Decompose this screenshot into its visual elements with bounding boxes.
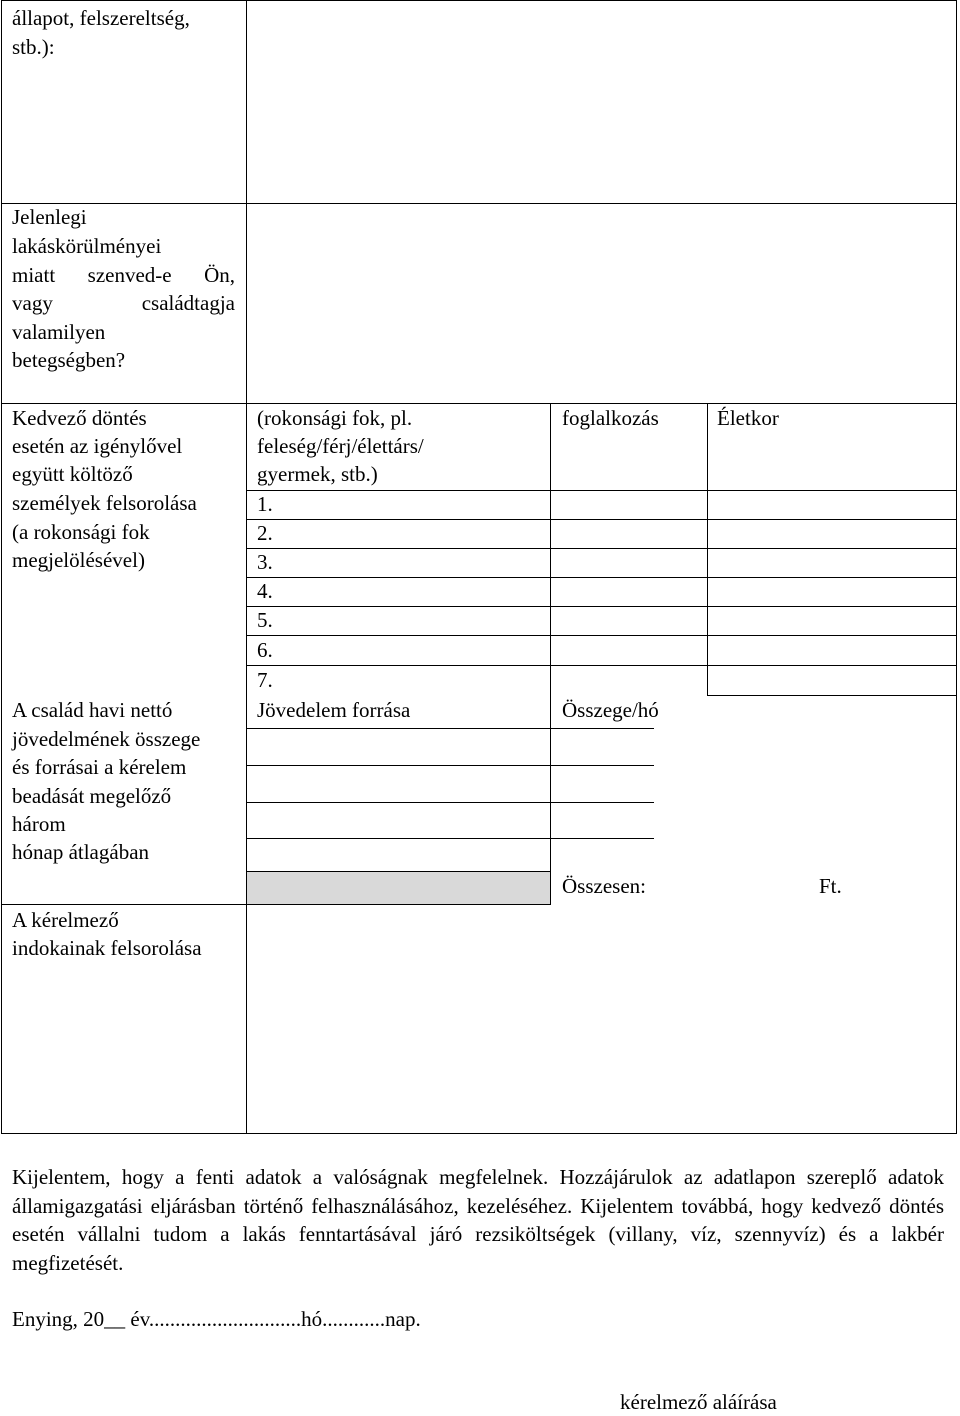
- row2-label-line3: miatt szenved-e Ön,: [12, 263, 235, 287]
- person-number-7: 7.: [257, 668, 273, 692]
- income-row-separator: [246, 838, 654, 839]
- persons-header-relation-line2: feleség/férj/élettárs/: [257, 434, 424, 458]
- date-line: Enying, 20__ év.............................hó............nap.: [12, 1307, 421, 1331]
- persons-divider-age: [707, 403, 708, 696]
- row4-label-line1: A család havi nettó: [12, 698, 173, 722]
- persons-row-separator: [246, 635, 957, 636]
- row3-label-line1: Kedvező döntés: [12, 406, 147, 430]
- persons-header-relation-line3: gyermek, stb.): [257, 462, 378, 486]
- row2-label-line2: lakáskörülményei: [12, 234, 162, 258]
- persons-header-occupation: foglalkozás: [562, 406, 659, 430]
- person-number-6: 6.: [257, 638, 273, 662]
- row4-label-line4: beadását megelőző: [12, 784, 172, 808]
- person-number-3: 3.: [257, 550, 273, 574]
- person-number-2: 2.: [257, 521, 273, 545]
- row2-label-line6: betegségben?: [12, 348, 126, 372]
- row5-label-line1: A kérelmező: [12, 908, 119, 932]
- income-divider: [550, 695, 551, 905]
- persons-row-separator: [246, 606, 957, 607]
- signature-label: kérelmező aláírása: [620, 1390, 777, 1414]
- income-separator-left: [1, 904, 551, 905]
- income-shaded-cell: [247, 872, 550, 904]
- persons-header-relation-line1: (rokonsági fok, pl.: [257, 406, 413, 430]
- income-row-separator: [246, 765, 654, 766]
- row2-label-line1: Jelenlegi: [12, 205, 87, 229]
- income-header-amount: Összege/hó: [562, 698, 659, 722]
- persons-divider-occupation: [550, 403, 551, 704]
- row3-label-line6: megjelölésével): [12, 548, 145, 572]
- declaration-text: Kijelentem, hogy a fenti adatok a valóságnak megfelelnek. Hozzájárulok az adatlapon szereplő adatok államigazgatási eljárásban történő felhasználásához, kezeléséhez. Kijelentem továbbá, hogy kedvező döntés esetén vállalni tudom a lakás fenntartásával járó rezsiköltségek (villany, víz, szennyvíz) és a lakbér megfizetését.: [12, 1165, 944, 1275]
- column-divider: [246, 0, 247, 1134]
- row1-label-line2: stb.):: [12, 35, 55, 59]
- persons-row-separator: [246, 577, 957, 578]
- row2-label-line5: valamilyen: [12, 320, 106, 344]
- row3-label-line5: (a rokonsági fok: [12, 520, 150, 544]
- income-row-separator: [246, 728, 654, 729]
- income-total-label: Összesen:: [562, 874, 646, 898]
- income-header-source: Jövedelem forrása: [257, 698, 411, 722]
- row4-label-line5: három: [12, 812, 66, 836]
- income-total-unit: Ft.: [819, 874, 842, 898]
- row4-label-line6: hónap átlagában: [12, 840, 150, 864]
- person-number-5: 5.: [257, 608, 273, 632]
- person-number-1: 1.: [257, 492, 273, 516]
- row3-label-line3: együtt költöző: [12, 462, 133, 486]
- row1-label-line1: állapot, felszereltség,: [12, 6, 190, 30]
- persons-row-separator: [246, 519, 957, 520]
- row-separator: [1, 203, 957, 204]
- row3-label-line2: esetén az igénylővel: [12, 434, 183, 458]
- row4-label-line2: jövedelmének összege: [12, 727, 201, 751]
- row4-label-line3: és forrásai a kérelem: [12, 755, 187, 779]
- income-row-separator: [246, 802, 654, 803]
- persons-row-separator: [707, 695, 957, 696]
- persons-row-separator: [246, 665, 957, 666]
- row3-label-line4: személyek felsorolása: [12, 491, 197, 515]
- persons-header-separator: [246, 490, 957, 491]
- person-number-4: 4.: [257, 579, 273, 603]
- row5-label-line2: indokainak felsorolása: [12, 936, 202, 960]
- row2-label-line4: vagy családtagja: [12, 291, 235, 315]
- persons-header-age: Életkor: [717, 406, 779, 430]
- persons-row-separator: [246, 548, 957, 549]
